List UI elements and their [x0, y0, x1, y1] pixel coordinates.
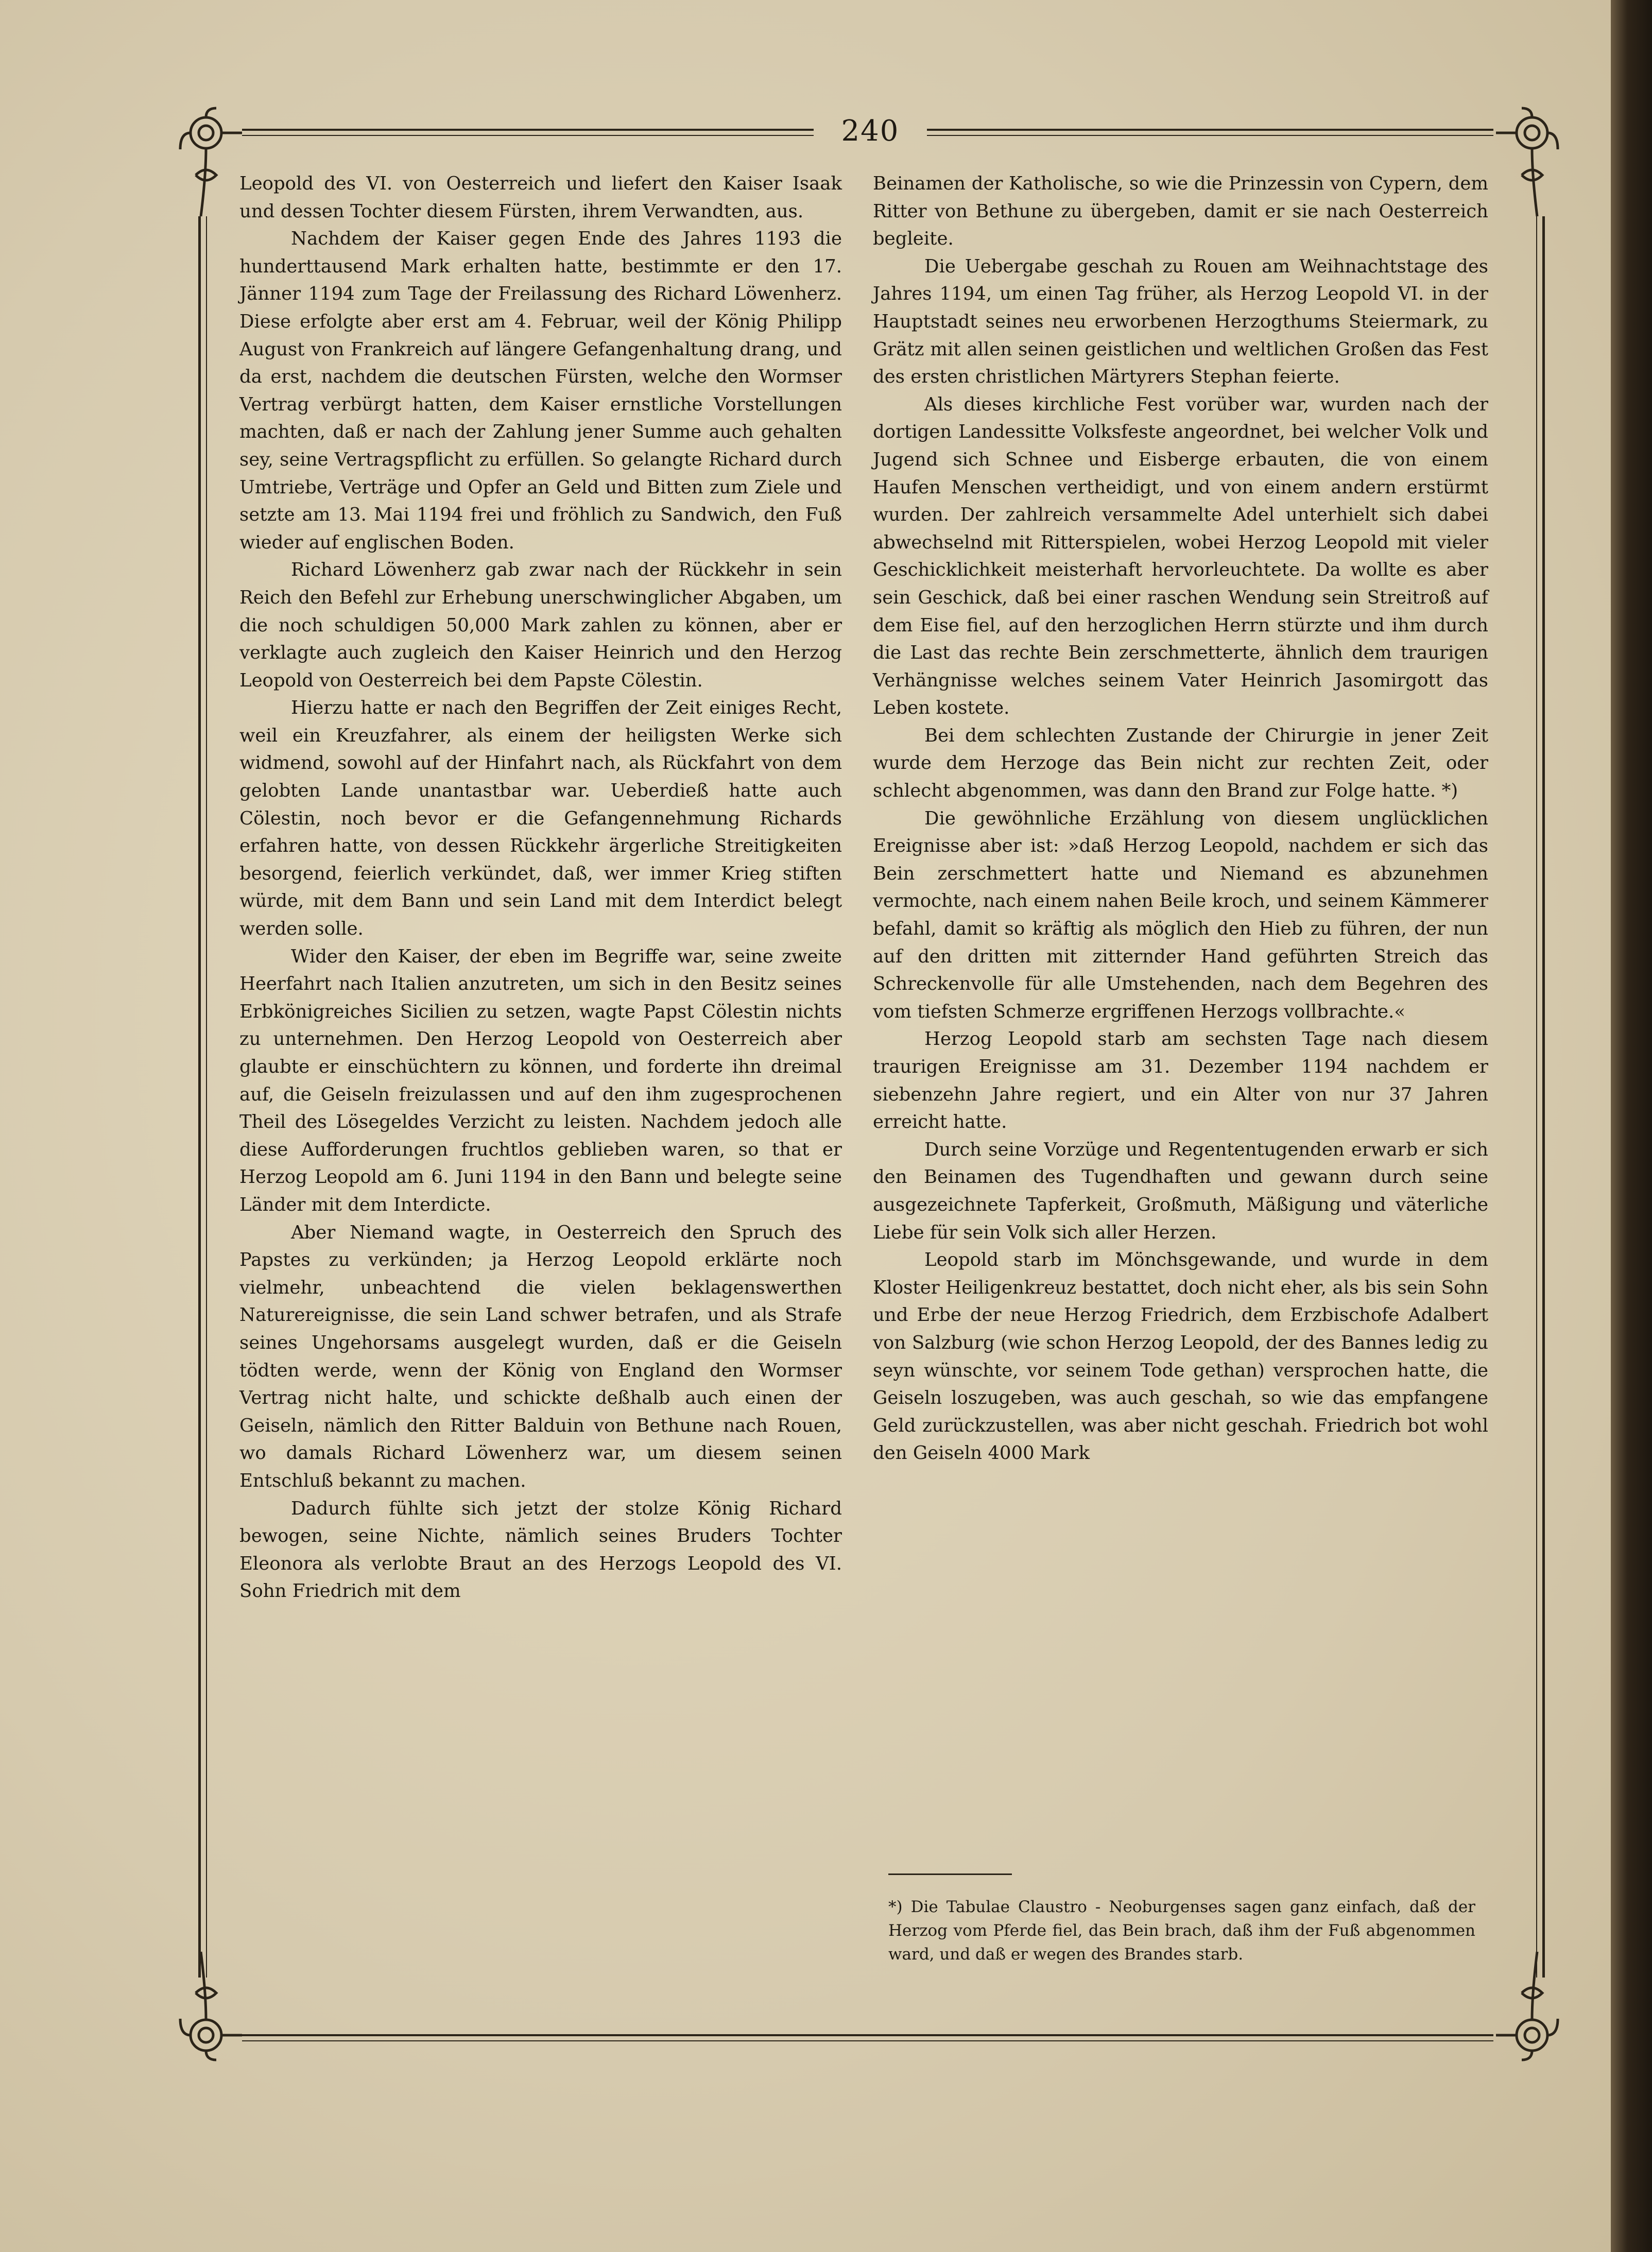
paragraph: Durch seine Vorzüge und Regententugenden erwarb er sich den Beinamen des Tugendhaften und gewann durch seine ausgezeichnete Tapferkeit, Großmuth, Mäßigung und väterliche Liebe für sein Volk sich aller Herzen. — [873, 1139, 1488, 1243]
right-border-outer — [1542, 216, 1545, 1978]
left-border-outer — [198, 216, 201, 1978]
corner-ornament-top-right-icon — [1496, 103, 1563, 221]
paragraph: Als dieses kirchliche Fest vorüber war, wurden nach der dortigen Landessitte Volksfeste angeordnet, bei welcher Volk und Jugend sich Schnee und Eisberge erbauten, die von einem Haufen Menschen vertheidigt, und von einem andern erstürmt wurden. Der zahlreich versammelte Adel unterhielt sich dabei abwechselnd mit Ritterspielen, wobei Herzog Leopold mit vieler Geschicklichkeit meisterhaft hervorleuchtete. Da wollte es aber sein Geschick, daß bei einer raschen Wendung sein Streitroß auf dem Eise fiel, auf den herzoglichen Herrn stürzte und ihm durch die Last das rechte Bein zerschmetterte, ähnlich dem traurigen Verhängnisse welches seinem Vater Heinrich Jasomirgott das Leben kostete. — [873, 393, 1488, 719]
book-gutter-edge — [1611, 0, 1652, 2252]
header-rule-left-top — [242, 129, 814, 131]
paragraph: Aber Niemand wagte, in Oesterreich den Spruch des Papstes zu verkünden; ja Herzog Leopold erklärte noch vielmehr, unbeachtend die vielen beklagenswerthen Naturereignisse, die sein Land schwer betrafen, und als Strafe seines Ungehorsams ausgelegt wurden, daß er die Geiseln tödten werde, wenn der König von England den Wormser Vertrag nicht halte, und schickte deßhalb auch einen der Geiseln, nämlich den Ritter Balduin von Bethune nach Rouen, wo damals Richard Löwenherz war, um diesem seinen Entschluß bekannt zu machen. — [239, 1222, 842, 1491]
paragraph: Nachdem der Kaiser gegen Ende des Jahres 1193 die hunderttausend Mark erhalten hatte, bestimmte er den 17. Jänner 1194 zum Tage der Freilassung des Richard Löwenherz. Diese erfolgte aber erst am 4. Februar, weil der König Philipp August von Frankreich auf längere Gefangenhaltung drang, und da erst, nachdem die deutschen Fürsten, welche den Wormser Vertrag verbürgt hatten, dem Kaiser ernstliche Vorstellungen machten, daß er nach der Zahlung jener Summe auch gehalten sey, seine Vertragspflicht zu erfüllen. So gelangte Richard durch Umtriebe, Verträge und Opfer an Geld und Bitten zum Ziele und setzte am 13. Mai 1194 frei und fröhlich zu Sandwich, den Fuß wieder auf englischen Boden. — [239, 228, 842, 553]
paragraph: Die gewöhnliche Erzählung von diesem unglücklichen Ereignisse aber ist: »daß Herzog Leopold, nachdem er sich das Bein zerschmettert hatte und Niemand es abzunehmen vermochte, nach einem nahen Beile kroch, und seinem Kämmerer befahl, damit so kräftig als möglich den Hieb zu führen, der nun auf den dritten mit zitternder Hand geführten Streich das Schreckenvolle für alle Umstehenden, nach dem Begehren des vom tiefsten Schmerze ergriffenen Herzogs vollbrachte.« — [873, 807, 1488, 1022]
header-rule-left-bottom — [242, 135, 814, 136]
header-rule-right-top — [927, 129, 1493, 131]
footnote-separator — [888, 1873, 1012, 1875]
paragraph: Die Uebergabe geschah zu Rouen am Weihnachtstage des Jahres 1194, um einen Tag früher, als Herzog Leopold VI. in der Hauptstadt seines neu erworbenen Herzogthums Steiermark, zu Grätz mit allen seinen geistlichen und weltlichen Großen das Fest des ersten christlichen Märtyrers Stephan feierte. — [873, 255, 1488, 388]
corner-ornament-bottom-right-icon — [1496, 1947, 1563, 2065]
left-border-inner — [206, 216, 207, 1978]
paragraph: Wider den Kaiser, der eben im Begriffe war, seine zweite Heerfahrt nach Italien anzutreten, um sich in den Besitz seines Erbkönigreiches Sicilien zu setzen, wagte Papst Cölestin nichts zu unternehmen. Den Herzog Leopold von Oesterreich aber glaubte er einschüchtern zu können, und forderte ihn dreimal auf, die Geiseln freizulassen und auf den ihm zugesprochenen Theil des Lösegeldes Verzicht zu leisten. Nachdem jedoch alle diese Aufforderungen fruchtlos geblieben waren, so that er Herzog Leopold am 6. Juni 1194 in den Bann und belegte seine Länder mit dem Interdicte. — [239, 946, 842, 1215]
corner-ornament-top-left-icon — [175, 103, 242, 221]
right-border-inner — [1536, 216, 1537, 1978]
paragraph: Herzog Leopold starb am sechsten Tage nach diesem traurigen Ereignisse am 31. Dezember 1194 nachdem er siebenzehn Jahre regiert, und ein Alter von nur 37 Jahren erreicht hatte. — [873, 1028, 1488, 1133]
corner-ornament-bottom-left-icon — [175, 1947, 242, 2065]
paragraph: Hierzu hatte er nach den Begriffen der Zeit einiges Recht, weil ein Kreuzfahrer, als einem der heiligsten Werke sich widmend, sowohl auf der Hinfahrt nach, als Rückfahrt von dem gelobten Lande unantastbar war. Ueberdieß hatte auch Cölestin, noch bevor er die Gefangennehmung Richards erfahren hatte, von dessen Rückkehr ärgerliche Streitigkeiten besorgend, feierlich verkündet, daß, wer immer Krieg stiften würde, mit dem Bann und sein Land mit dem Interdict belegt werden solle. — [239, 697, 842, 940]
left-text-column — [239, 170, 842, 1605]
footnote: *) Die Tabulae Claustro - Neoburgenses sagen ganz einfach, daß der Herzog vom Pferde fiel, das Bein brach, daß ihm der Fuß abgenommen ward, und daß er wegen des Brandes starb. — [888, 1898, 1475, 1964]
bottom-border-bottom — [242, 2040, 1493, 2041]
paragraph: Leopold starb im Mönchsgewande, und wurde in dem Kloster Heiligenkreuz bestattet, doch nicht eher, als bis sein Sohn und Erbe der neue Herzog Friedrich, dem Erzbischofe Adalbert von Salzburg (wie schon Herzog Leopold, der des Bannes ledig zu seyn wünschte, vor seinem Tode gethan) versprochen hatte, die Geiseln loszugeben, was auch geschah, so wie das empfangene Geld zurückzustellen, was aber nicht geschah. Friedrich bot wohl den Geiseln 4000 Mark — [873, 1249, 1488, 1464]
paragraph: Beinamen der Katholische, so wie die Prinzessin von Cypern, dem Ritter von Bethune zu übergeben, damit er sie nach Oesterreich begleite. — [873, 173, 1488, 250]
header-rule-right-bottom — [927, 135, 1493, 136]
paragraph: Dadurch fühlte sich jetzt der stolze König Richard bewogen, seine Nichte, nämlich seines Bruders Tochter Eleonora als verlobte Braut an des Herzogs Leopold des VI. Sohn Friedrich mit dem — [239, 1498, 842, 1602]
page-number: 240 — [841, 114, 900, 148]
paragraph: Leopold des VI. von Oesterreich und liefert den Kaiser Isaak und dessen Tochter diesem Fürsten, ihrem Verwandten, aus. — [239, 173, 842, 222]
bottom-border-top — [242, 2034, 1493, 2036]
paragraph: Richard Löwenherz gab zwar nach der Rückkehr in sein Reich den Befehl zur Erhebung unerschwinglicher Abgaben, um die noch schuldigen 50,000 Mark zahlen zu können, aber er verklagte auch zugleich den Kaiser Heinrich und den Herzog Leopold von Oesterreich bei dem Papste Cölestin. — [239, 559, 842, 691]
right-text-column — [873, 170, 1488, 1467]
paragraph: Bei dem schlechten Zustande der Chirurgie in jener Zeit wurde dem Herzoge das Bein nicht zur rechten Zeit, oder schlecht abgenommen, was dann den Brand zur Folge hatte. *) — [873, 725, 1488, 802]
